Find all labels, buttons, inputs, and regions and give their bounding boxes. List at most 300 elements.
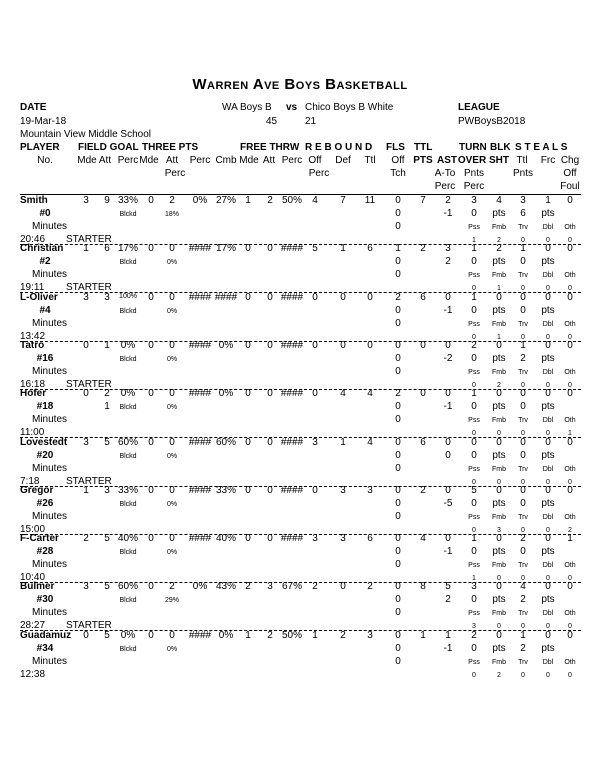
stat-cell: 0	[83, 388, 89, 400]
stat-cell: 0	[545, 388, 551, 400]
stat-cell: 1	[340, 436, 346, 448]
minutes-played: 20:46	[20, 234, 46, 245]
away-score: 21	[305, 116, 317, 127]
minutes-played: 13:42	[20, 330, 46, 342]
stat-cell: 0	[169, 436, 175, 448]
blocked-perc: 0%	[166, 307, 178, 315]
stat-cell: 11	[364, 195, 376, 206]
turnover-pts: 0	[471, 497, 477, 509]
stat-cell: ####	[188, 436, 212, 448]
stat-cell: 0	[148, 291, 154, 303]
stat-cell: 0	[395, 484, 401, 496]
turnover-pts: 0	[471, 304, 477, 316]
turnover-type-value: 1	[497, 285, 501, 293]
turnover-type-label: Pss	[468, 272, 480, 280]
turnover-type-label: Oth	[564, 272, 576, 280]
pts-label: pts	[492, 208, 506, 219]
off-touch-2: 0	[395, 365, 401, 377]
turnover-pts: 0	[471, 546, 477, 558]
stat-cell: 3	[83, 436, 89, 448]
turnover-type-value: 0	[521, 623, 525, 631]
minutes-label: Minutes	[32, 414, 68, 426]
pts-label: pts	[492, 642, 506, 654]
turnover-type-value: 0	[472, 285, 476, 293]
starter-label: STARTER	[66, 475, 112, 487]
stat-cell: 0	[169, 339, 175, 351]
stat-cell: 2	[496, 243, 502, 255]
turnover-type-value: 0	[472, 526, 476, 534]
stat-cell: 0	[445, 388, 451, 400]
turnover-type-value: 0	[568, 333, 572, 341]
player-number: #20	[36, 449, 54, 461]
col-header-sub: Foul	[560, 181, 580, 192]
stat-cell: 1	[520, 243, 526, 255]
stat-cell: 0	[445, 291, 451, 303]
turnover-type-value: 2	[568, 526, 572, 534]
stat-cell: 5	[104, 436, 110, 448]
turnover-type-value: 0	[521, 285, 525, 293]
stat-cell: ####	[188, 484, 212, 496]
minutes-played: 28:27	[20, 620, 46, 632]
stat-cell: 0	[169, 533, 175, 545]
col-group-header: FLS	[386, 142, 405, 153]
turnover-type-value: 2	[497, 237, 501, 244]
turnover-type-value: 0	[497, 575, 501, 583]
stat-cell: 1	[83, 243, 89, 255]
turnover-type-value: 0	[497, 430, 501, 438]
stat-cell: ####	[280, 388, 304, 400]
stat-cell: 1	[445, 629, 451, 641]
stat-cell: 2	[445, 195, 451, 206]
stat-cell: 1	[420, 629, 426, 641]
stat-cell: 3	[367, 484, 373, 496]
turnover-type-label: Dbl	[542, 224, 554, 231]
pts-label: pts	[541, 208, 555, 219]
col-group-header: TURN	[459, 142, 487, 153]
stat-cell: 8	[420, 581, 426, 593]
player-name: F-Carter	[20, 533, 59, 545]
game-location: Mountain View Middle School	[20, 129, 152, 140]
stat-cell: 3	[520, 195, 526, 206]
stat-cell: 0	[520, 388, 526, 400]
stat-cell: 0	[340, 291, 346, 303]
stat-cell: 0	[420, 388, 426, 400]
stat-cell: 0	[245, 291, 251, 303]
turnover-type-value: 0	[472, 381, 476, 389]
stat-cell: 0	[367, 339, 373, 351]
blocked-perc: 0%	[166, 355, 178, 363]
stat-cell: 2	[395, 388, 401, 400]
stat-cell: 5	[104, 533, 110, 545]
stat-cell: 3	[340, 484, 346, 496]
turnover-type-label: Trv	[518, 513, 528, 521]
blocked-label: Blckd	[119, 500, 137, 508]
minutes-played: 19:11	[20, 282, 45, 294]
turnover-type-value: 0	[497, 478, 501, 486]
stat-cell: 0	[395, 533, 401, 545]
stat-cell: 3	[312, 436, 318, 448]
stat-cell: 0	[148, 484, 154, 496]
off-touch-2: 0	[395, 462, 401, 474]
stat-cell: 0	[567, 195, 573, 206]
stat-cell: 0	[83, 629, 89, 641]
home-team: WA Boys B	[222, 102, 272, 113]
stat-cell: 0	[340, 581, 346, 593]
col-header: OVER	[457, 155, 487, 166]
stat-cell: 33%	[117, 484, 138, 496]
stat-cell: ####	[188, 388, 212, 400]
blocked-perc: 0%	[166, 500, 178, 508]
col-header-sub: A-To	[434, 168, 456, 179]
stat-cell: 6	[367, 533, 373, 545]
pts-label: pts	[541, 352, 555, 364]
minutes-label: Minutes	[32, 221, 68, 232]
stat-cell: 2	[367, 581, 373, 593]
stat-cell: 4	[520, 581, 526, 593]
turnover-type-label: Fmb	[492, 562, 506, 570]
blocked-label: Blckd	[119, 452, 137, 460]
stat-cell: ####	[188, 291, 212, 303]
stat-cell: 0	[169, 243, 175, 255]
stat-cell: ####	[188, 629, 212, 641]
stat-cell: 1	[471, 243, 477, 255]
turnover-type-value: 0	[472, 478, 476, 486]
stat-cell: 0	[169, 629, 175, 641]
turnover-type-value: 2	[497, 671, 501, 679]
turnover-type-label: Fmb	[492, 320, 506, 328]
stat-cell: 0	[267, 243, 273, 255]
player-name: Smith	[20, 195, 48, 206]
stat-cell: 1	[545, 195, 551, 206]
player-name: Gregor	[20, 484, 54, 496]
minutes-label: Minutes	[32, 655, 68, 667]
stat-cell: 0	[445, 339, 451, 351]
off-touch: 0	[395, 208, 401, 219]
col-header-sub: Pnts	[463, 168, 484, 179]
stat-cell: 0	[267, 339, 273, 351]
minutes-played: 16:18	[20, 378, 46, 390]
pts-label: pts	[541, 449, 555, 461]
blocked-perc: 0%	[166, 452, 178, 460]
stat-cell: 4	[312, 195, 318, 206]
col-header-sub: Perc	[308, 168, 330, 179]
turnover-type-label: Dbl	[542, 610, 554, 618]
stat-cell: 1	[567, 533, 573, 545]
turnover-type-value: 0	[546, 478, 550, 486]
stat-cell: 33%	[117, 195, 138, 206]
pts-label: pts	[492, 304, 506, 316]
stat-cell: 1	[520, 629, 526, 641]
stat-cell: 2	[267, 629, 273, 641]
turnover-type-value: 0	[568, 381, 572, 389]
stat-cell: 1	[245, 195, 251, 206]
col-header-sub: Perc	[164, 168, 186, 179]
starter-label: STARTER	[66, 378, 112, 390]
off-touch: 0	[395, 497, 401, 509]
stat-cell: 2	[471, 339, 477, 351]
blocked-perc: 29%	[164, 597, 179, 605]
turnover-type-value: 0	[521, 237, 525, 244]
stat-cell: 1	[245, 629, 251, 641]
stat-cell: 0	[445, 436, 451, 448]
stat-cell: 0	[169, 388, 175, 400]
turnover-pts: 0	[471, 449, 477, 461]
stat-cell: 2	[169, 581, 175, 593]
stat-cell: 3	[104, 484, 110, 496]
turnover-pts: 0	[471, 256, 477, 268]
turnover-type-label: Dbl	[542, 320, 554, 328]
col-group-header: PLAYER	[20, 142, 60, 153]
stat-cell: 0	[395, 436, 401, 448]
turnover-type-value: 0	[546, 526, 550, 534]
col-header: Def	[335, 155, 351, 166]
pts-label: pts	[492, 546, 506, 558]
col-header: Mde	[239, 155, 259, 166]
stat-cell: 3	[267, 581, 273, 593]
stat-cell: ####	[214, 291, 238, 303]
stat-cell: 3	[83, 291, 89, 303]
stat-cell: 1	[471, 388, 477, 400]
turnover-type-label: Dbl	[542, 368, 554, 376]
game-date: 19-Mar-18	[20, 116, 67, 127]
turnover-type-value: 0	[521, 575, 525, 583]
turnover-type-value: 1	[472, 237, 476, 244]
stat-cell: 0	[545, 533, 551, 545]
turnover-type-label: Oth	[564, 513, 576, 521]
turnover-type-label: Dbl	[542, 658, 554, 666]
stat-cell: 5	[445, 581, 451, 593]
turnover-type-label: Pss	[468, 513, 480, 521]
turnover-pts: 0	[471, 401, 477, 413]
steal-pts-value: 0	[520, 256, 526, 268]
turnover-pts: 0	[471, 642, 477, 654]
stat-cell: 0	[520, 484, 526, 496]
turnover-type-label: Fmb	[492, 465, 506, 473]
blocked-label: Blckd	[119, 211, 137, 218]
stat-cell: 0	[245, 243, 251, 255]
stat-cell: 0	[445, 484, 451, 496]
col-header-sub: Off	[563, 168, 577, 179]
assist-turnover: 2	[445, 594, 451, 606]
stat-cell: 5	[104, 581, 110, 593]
turnover-type-value: 1	[497, 333, 501, 341]
stat-cell: 2	[420, 484, 426, 496]
turnover-type-label: Fmb	[492, 417, 506, 425]
player-name: Hofer	[20, 388, 47, 400]
blocked-perc: 0%	[166, 549, 178, 557]
blocked-label: Blckd	[119, 404, 137, 412]
blocked-label: Blckd	[119, 307, 137, 315]
turnover-type-label: Trv	[518, 368, 528, 376]
stat-cell: 6	[367, 243, 373, 255]
stat-cell: 0	[148, 339, 154, 351]
col-header: Off	[308, 155, 322, 166]
pts-label: pts	[541, 304, 555, 316]
stat-cell: 0	[445, 533, 451, 545]
turnover-type-label: Oth	[564, 320, 576, 328]
stat-cell: 0	[148, 533, 154, 545]
stat-cell: 0	[496, 291, 502, 303]
stat-cell: 5	[104, 629, 110, 641]
turnover-type-label: Trv	[518, 224, 528, 231]
turnover-type-label: Pss	[468, 562, 480, 570]
stat-cell: 9	[104, 195, 110, 206]
col-group-header: FREE THRW	[240, 142, 300, 153]
steal-pts-value: 2	[520, 594, 526, 606]
stat-cell: 0	[567, 629, 573, 641]
stat-cell: 0	[267, 291, 273, 303]
stat-cell: 0	[148, 629, 154, 641]
col-header-sub: Tch	[390, 168, 406, 179]
turnover-type-value: 0	[497, 623, 501, 631]
stat-cell: 2	[395, 291, 401, 303]
player-number: #26	[36, 497, 54, 509]
turnover-type-value: 0	[546, 623, 550, 631]
stat-cell: ####	[280, 243, 304, 255]
player-number: #0	[39, 208, 51, 219]
stat-cell: 0	[545, 291, 551, 303]
turnover-pts: 0	[471, 594, 477, 606]
stat-cell: 0	[496, 484, 502, 496]
starter-label: STARTER	[66, 234, 112, 245]
turnover-type-label: Pss	[468, 368, 480, 376]
player-number: #28	[36, 546, 54, 558]
stat-cell: 1	[104, 339, 110, 351]
minutes-label: Minutes	[32, 559, 68, 571]
turnover-type-label: Dbl	[542, 417, 554, 425]
turnover-type-label: Fmb	[492, 224, 506, 231]
blocked-label: Blckd	[119, 549, 137, 557]
turnover-type-label: Pss	[468, 320, 480, 328]
stat-cell: 0	[496, 436, 502, 448]
stat-cell: 0	[567, 388, 573, 400]
off-touch: 0	[395, 352, 401, 364]
assist-turnover: -5	[443, 497, 453, 509]
minutes-played: 12:38	[20, 668, 46, 680]
stat-cell: 0	[312, 484, 318, 496]
stat-cell: 50%	[281, 195, 302, 206]
col-header: Perc	[189, 155, 211, 166]
stat-cell: 0%	[120, 629, 136, 641]
stat-cell: 2	[340, 629, 346, 641]
steal-pts-value: 0	[520, 304, 526, 316]
minutes-label: Minutes	[32, 510, 68, 522]
blocked-label: Blckd	[119, 355, 137, 363]
date-label: DATE	[20, 102, 47, 113]
turnover-type-value: 0	[521, 526, 525, 534]
turnover-type-value: 2	[497, 381, 501, 389]
col-header: Mde	[77, 155, 97, 166]
stat-cell: 0	[245, 388, 251, 400]
pts-label: pts	[492, 401, 506, 413]
off-touch: 0	[395, 594, 401, 606]
turnover-type-value: 0	[568, 285, 572, 293]
col-header: AST	[437, 155, 457, 166]
player-name: Bulmer	[20, 581, 55, 593]
off-touch-2: 0	[395, 221, 401, 232]
stat-cell: 4	[367, 388, 373, 400]
stat-cell: 60%	[215, 436, 236, 448]
stat-cell: 0	[267, 436, 273, 448]
stat-cell: 0	[312, 339, 318, 351]
stat-cell: 0	[420, 339, 426, 351]
stat-cell: 4	[340, 388, 346, 400]
stat-cell: 0	[148, 581, 154, 593]
stat-cell: 0%	[218, 629, 234, 641]
stat-cell: 33%	[215, 484, 236, 496]
starter-label: STARTER	[66, 282, 112, 294]
stat-cell: ####	[280, 339, 304, 351]
minutes-played: 10:40	[20, 572, 46, 584]
minutes-played: 11:00	[20, 427, 45, 439]
turnover-type-value: 1	[568, 430, 572, 438]
stat-cell: 2	[471, 629, 477, 641]
col-group-header: FIELD GOAL	[78, 142, 139, 153]
turnover-type-value: 0	[546, 333, 550, 341]
stat-cell: 0%	[192, 195, 208, 206]
stat-cell: 3	[104, 291, 110, 303]
turnover-type-label: Oth	[564, 224, 576, 231]
col-header: Att	[165, 155, 179, 166]
turnover-type-label: Fmb	[492, 513, 506, 521]
player-number: #16	[36, 352, 54, 364]
stat-cell: ####	[188, 339, 212, 351]
report-title: Warren Ave Boys Basketball	[192, 76, 408, 93]
stat-cell: 0	[567, 291, 573, 303]
stat-cell: 2	[169, 195, 175, 206]
steal-pts-value: 2	[520, 352, 526, 364]
stat-cell: 0	[169, 484, 175, 496]
stat-cell: 0	[395, 629, 401, 641]
stat-cell: 3	[312, 533, 318, 545]
stat-cell: 0	[312, 388, 318, 400]
pts-label: pts	[492, 497, 506, 509]
turnover-type-label: Fmb	[492, 368, 506, 376]
stat-cell: 0	[545, 436, 551, 448]
turnover-type-label: Pss	[468, 417, 480, 425]
off-touch: 0	[395, 546, 401, 558]
off-touch-2: 0	[395, 317, 401, 329]
col-header: Cmb	[215, 155, 237, 166]
pts-label: pts	[541, 546, 555, 558]
stat-cell: 0	[395, 339, 401, 351]
minutes-label: Minutes	[32, 365, 68, 377]
turnover-type-value: 0	[568, 575, 572, 583]
stat-cell: 3	[83, 195, 89, 206]
turnover-type-label: Oth	[564, 417, 576, 425]
stat-cell: 0	[169, 291, 175, 303]
turnover-type-value: 0	[521, 430, 525, 438]
stat-cell: 6	[420, 436, 426, 448]
col-header-sub: Pnts	[512, 168, 533, 179]
stat-cell: 1	[312, 629, 318, 641]
home-score: 45	[266, 116, 278, 127]
turnover-type-label: Dbl	[542, 465, 554, 473]
stat-cell: 0	[367, 291, 373, 303]
stat-cell: 0	[340, 339, 346, 351]
stat-cell: 0	[545, 581, 551, 593]
off-touch: 0	[395, 256, 401, 268]
stat-cell: 0%	[120, 339, 136, 351]
stat-cell: 1	[471, 291, 477, 303]
turnover-type-value: 0	[568, 623, 572, 631]
turnover-type-value: 0	[472, 671, 476, 679]
stat-cell: 3	[445, 243, 451, 255]
off-touch-2: 0	[395, 510, 401, 522]
turnover-type-value: 3	[472, 623, 476, 631]
stat-cell: 0	[245, 436, 251, 448]
off-touch: 0	[395, 304, 401, 316]
